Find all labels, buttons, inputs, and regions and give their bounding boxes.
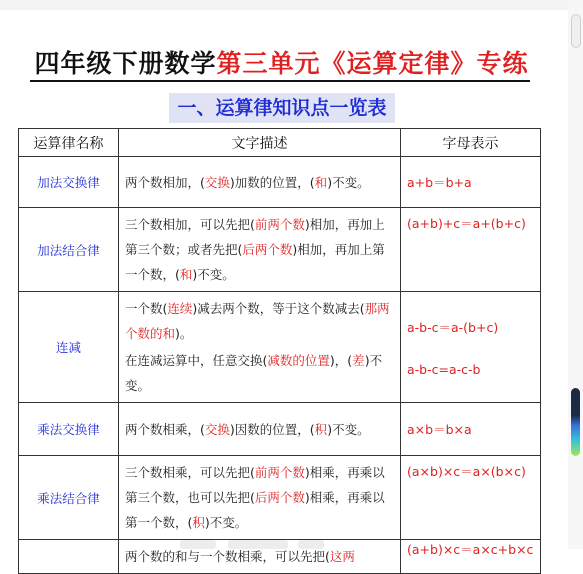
desc-text: 在连减运算中，任意交换( bbox=[125, 353, 268, 368]
highlight-text: 前两个数 bbox=[254, 465, 305, 480]
law-name: 加法交换律 bbox=[19, 157, 119, 208]
table-row bbox=[19, 208, 541, 292]
highlight-text: 交换 bbox=[204, 174, 230, 190]
table-header-row bbox=[19, 129, 541, 157]
highlight-text: 那两个数的和 bbox=[125, 301, 390, 341]
highlight-text: 和 bbox=[179, 267, 193, 282]
law-formula: (a+b)+c＝a+(b+c) bbox=[401, 208, 541, 292]
highlight-text: 差 bbox=[352, 353, 365, 368]
highlight-text: 后两个数 bbox=[242, 242, 293, 257]
highlight-text: 连续 bbox=[167, 301, 193, 316]
desc-text: 三个数相加，可以先把( bbox=[125, 217, 255, 232]
header-name: 运算律名称 bbox=[19, 129, 119, 157]
law-formula: (a×b)×c＝a×(b×c) bbox=[401, 456, 541, 540]
desc-text: )相加，再加上第三个数；或者先把( bbox=[125, 217, 385, 257]
highlight-text: 积 bbox=[192, 515, 205, 530]
law-formula: (a+b)×c＝a×c+b×c bbox=[401, 540, 541, 574]
desc-text: )相加，再加上第一个数，( bbox=[125, 242, 385, 282]
table-row bbox=[19, 292, 541, 403]
page-title bbox=[14, 44, 549, 80]
formula-1: a-b-c＝a-(b+c) bbox=[407, 319, 499, 335]
desc-text: )相乘，再乘以第三个数，也可以先把( bbox=[125, 465, 385, 505]
law-description bbox=[119, 403, 401, 456]
highlight-text: 积 bbox=[314, 421, 328, 437]
desc-text: )。 bbox=[175, 326, 193, 341]
law-name: 连减 bbox=[19, 292, 119, 403]
law-formula: a×b＝b×a bbox=[401, 403, 541, 456]
header-formula: 字母表示 bbox=[401, 129, 541, 157]
law-name: 乘法结合律 bbox=[19, 456, 119, 540]
desc-text: 两个数的和与一个数相乘，可以先把( bbox=[125, 549, 330, 564]
desc-text: )不变。 bbox=[192, 267, 235, 282]
desc-text: )相乘，再乘以第一个数，( bbox=[125, 490, 385, 530]
highlight-text: 和 bbox=[314, 174, 328, 190]
desc-text: )不变。 bbox=[125, 353, 383, 393]
table-row bbox=[19, 456, 541, 540]
desc-text: )因数的位置，( bbox=[229, 421, 315, 437]
formula-2: a-b-c=a-c-b bbox=[407, 361, 481, 377]
law-name bbox=[19, 540, 119, 574]
highlight-text: 这两 bbox=[329, 549, 355, 564]
desc-text: 两个数相乘，( bbox=[125, 421, 205, 437]
desc-text: )不变。 bbox=[204, 515, 248, 530]
laws-table bbox=[18, 128, 541, 574]
desc-text: )不变。 bbox=[327, 421, 370, 437]
highlight-text: 交换 bbox=[204, 421, 230, 437]
title-underline bbox=[30, 80, 530, 82]
table-row bbox=[19, 403, 541, 456]
highlight-text: 前两个数 bbox=[254, 217, 305, 232]
desc-text: 三个数相乘，可以先把( bbox=[125, 465, 255, 480]
law-name: 乘法交换律 bbox=[19, 403, 119, 456]
desc-text: )加数的位置，( bbox=[229, 174, 315, 190]
highlight-text: 减数的位置 bbox=[267, 353, 330, 368]
law-description bbox=[119, 208, 401, 292]
law-formula: a+b＝b+a bbox=[401, 157, 541, 208]
scrollbar-thumb[interactable] bbox=[571, 388, 580, 456]
desc-part-2 bbox=[125, 348, 394, 398]
law-description bbox=[119, 456, 401, 540]
document-page bbox=[0, 10, 568, 564]
table-row bbox=[19, 157, 541, 208]
header-description: 文字描述 bbox=[119, 129, 401, 157]
highlight-text: 后两个数 bbox=[254, 490, 305, 505]
scrollbar-top-button[interactable] bbox=[571, 14, 581, 48]
desc-text: 一个数( bbox=[125, 301, 168, 316]
law-description bbox=[119, 292, 401, 403]
bottom-toolbar-hint bbox=[180, 540, 340, 549]
section-heading: 一、运算律知识点一览表 bbox=[169, 93, 395, 123]
law-name: 加法结合律 bbox=[19, 208, 119, 292]
title-unit: 第三单元《运算定律》专练 bbox=[216, 49, 529, 78]
vertical-scrollbar[interactable] bbox=[568, 0, 583, 549]
desc-part-1 bbox=[125, 296, 394, 346]
law-description bbox=[119, 157, 401, 208]
desc-text: 两个数相加，( bbox=[125, 174, 205, 190]
desc-text: )不变。 bbox=[327, 174, 370, 190]
desc-text: )，( bbox=[329, 353, 353, 368]
title-grade: 四年级下册数学 bbox=[34, 49, 217, 78]
desc-text: )减去两个数，等于这个数减去( bbox=[192, 301, 365, 316]
law-formula bbox=[401, 292, 541, 403]
